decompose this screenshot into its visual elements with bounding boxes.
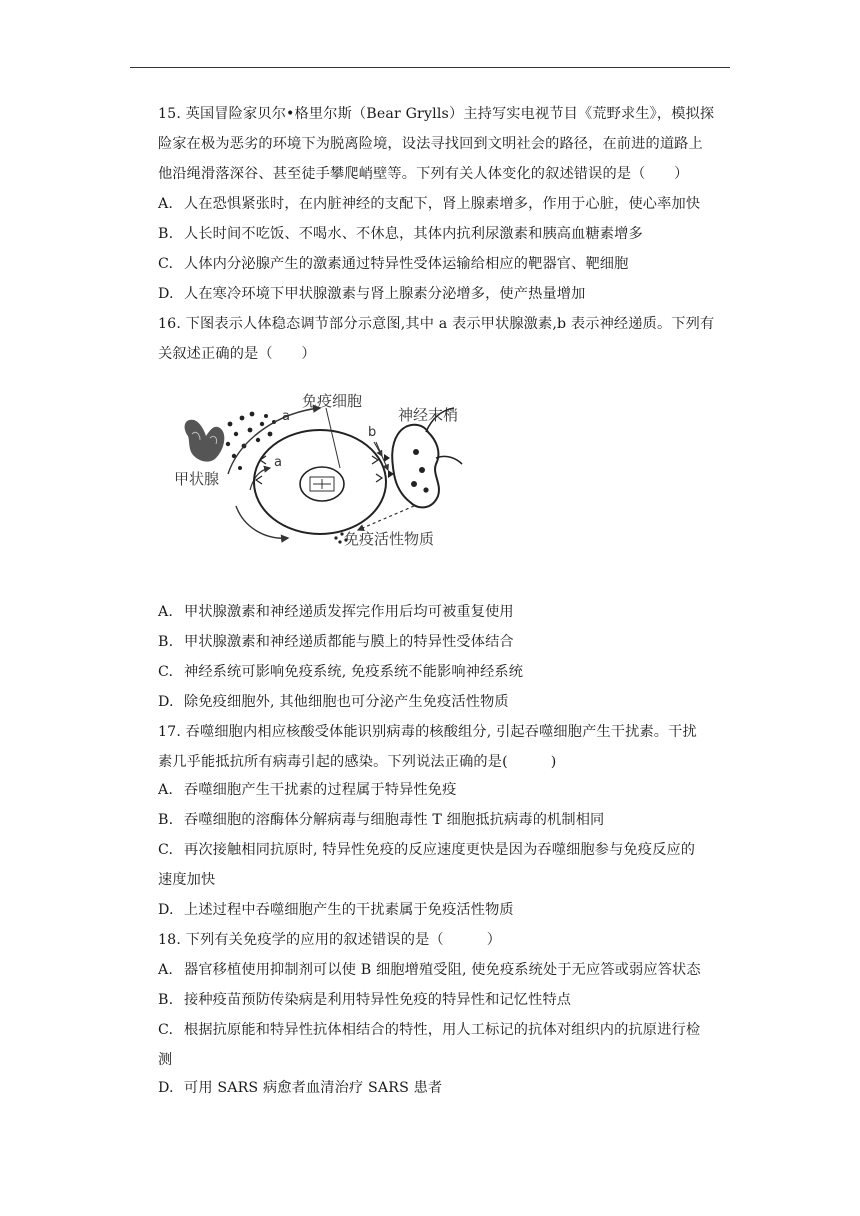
question-15-option-a: A. 人在恐惧紧张时，在内脏神经的支配下，肾上腺素增多，作用于心脏，使心率加快 (158, 196, 701, 212)
nerve-ending-label: 神经末梢 (398, 406, 459, 424)
immune-cell-pointer (326, 408, 340, 468)
question-17-option-b: B. 吞噬细胞的溶酶体分解病毒与细胞毒性 T 细胞抵抗病毒的机制相同 (158, 812, 605, 828)
question-15-stem-line-1: 15. 英国冒险家贝尔•格里尔斯（Bear Grylls）主持写实电视节目《荒野求生》，模拟探 (158, 106, 715, 122)
question-17-stem-line-1: 17. 吞噬细胞内相应核酸受体能识别病毒的核酸组分, 引起吞噬细胞产生干扰素。干扰 (158, 724, 697, 740)
question-17-option-d: D. 上述过程中吞噬细胞产生的干扰素属于免疫活性物质 (158, 902, 514, 918)
neurotransmitter-particles (384, 449, 429, 493)
question-18-option-c-continued: 测 (158, 1052, 173, 1068)
thyroid-label: 甲状腺 (174, 470, 220, 488)
header-rule (130, 67, 730, 68)
flow-arrow-inner (250, 468, 270, 490)
question-16-option-a: A. 甲状腺激素和神经递质发挥完作用后均可被重复使用 (158, 604, 514, 620)
question-16-option-d: D. 除免疫细胞外, 其他细胞也可分泌产生免疫活性物质 (158, 694, 509, 710)
question-17-option-c: C. 再次接触相同抗原时, 特异性免疫的反应速度更快是因为吞噬细胞参与免疫反应的 (158, 842, 696, 858)
question-18-option-d: D. 可用 SARS 病愈者血清治疗 SARS 患者 (158, 1080, 443, 1096)
question-18-stem-line-1: 18. 下列有关免疫学的应用的叙述错误的是（ ） (158, 932, 502, 948)
immune-cell-label: 免疫细胞 (302, 392, 363, 410)
nucleus-dna-mark (313, 479, 331, 489)
homeostasis-diagram-svg (170, 378, 470, 556)
question-16-option-c: C. 神经系统可影响免疫系统, 免疫系统不能影响神经系统 (158, 664, 524, 680)
question-17-option-a: A. 吞噬细胞产生干扰素的过程属于特异性免疫 (158, 782, 457, 798)
label-a-mid: a (274, 455, 282, 470)
label-a-top: a (282, 409, 290, 424)
question-17-stem-line-2: 素几乎能抵抗所有病毒引起的感染。下列说法正确的是( ) (158, 754, 557, 770)
flow-arrow-bottom (236, 506, 288, 538)
question-18-option-b: B. 接种疫苗预防传染病是利用特异性免疫的特异性和记忆性特点 (158, 992, 572, 1008)
question-18-option-a: A. 器官移植使用抑制剂可以使 B 细胞增殖受阻, 使免疫系统处于无应答或弱应答状态 (158, 962, 701, 978)
question-15-stem-line-2: 险家在极为恶劣的环境下为脱离险境，设法寻找回到文明社会的路径，在前进的道路上 (158, 136, 703, 152)
question-15-option-b: B. 人长时间不吃饭、不喝水、不休息，其体内抗利尿激素和胰高血糖素增多 (158, 226, 643, 242)
nerve-ending-shape (392, 425, 439, 508)
question-15-option-d: D. 人在寒冷环境下甲状腺激素与肾上腺素分泌增多，使产热量增加 (158, 286, 586, 302)
question-16-option-b: B. 甲状腺激素和神经递质都能与膜上的特异性受体结合 (158, 634, 514, 650)
question-18-option-c: C. 根据抗原能和特异性抗体相结合的特性，用人工标记的抗体对组织内的抗原进行检 (158, 1022, 701, 1038)
question-17-option-c-continued: 速度加快 (158, 872, 216, 888)
question-16-stem-line-2: 关叙述正确的是（ ） (158, 346, 316, 362)
question-15-stem-line-3: 他沿绳滑落深谷、甚至徒手攀爬峭壁等。下列有关人体变化的叙述错误的是（ ） (158, 166, 689, 182)
homeostasis-diagram (170, 378, 470, 556)
thyroid-gland-shape (185, 420, 225, 462)
immune-active-substance-label: 免疫活性物质 (344, 530, 435, 548)
label-b: b (368, 425, 377, 440)
question-15-option-c: C. 人体内分泌腺产生的激素通过特异性受体运输给相应的靶器官、靶细胞 (158, 256, 629, 272)
immune-cell-membrane (254, 430, 386, 534)
question-16-stem-line-1: 16. 下图表示人体稳态调节部分示意图,其中 a 表示甲状腺激素,b 表示神经递质。下列有 (158, 316, 715, 332)
